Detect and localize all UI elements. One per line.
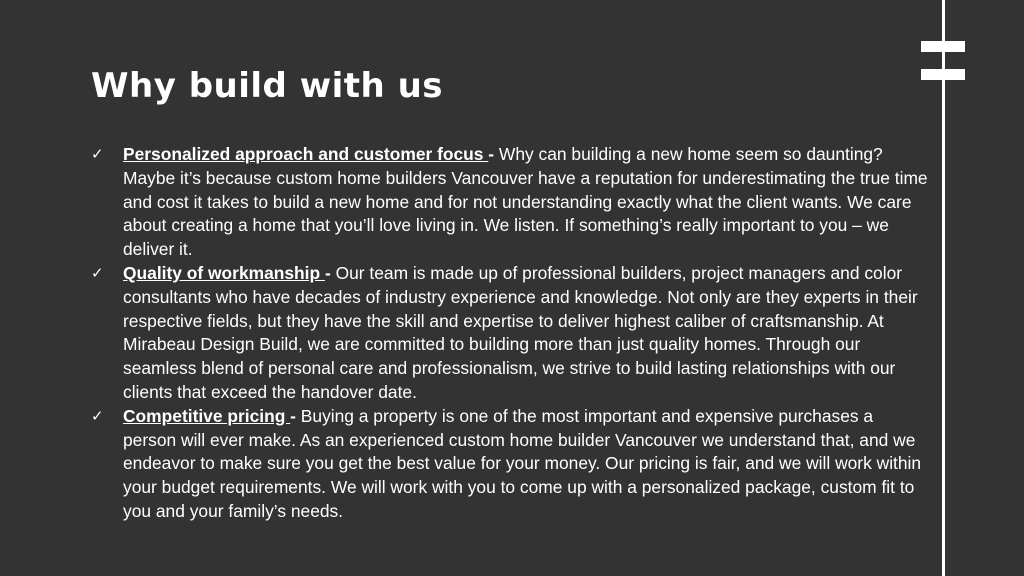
item-text [123, 262, 931, 405]
slide-title: Why build with us [91, 66, 444, 106]
menu-bar-bottom [921, 69, 965, 80]
benefits-list [91, 143, 931, 524]
vertical-divider-line [942, 0, 945, 576]
item-heading: Competitive pricing [123, 405, 291, 426]
item-text [123, 143, 931, 262]
item-body: Buying a property is one of the most important and expensive purchases a person will ever make. As an experienced custom home builder Vancouver we understand that, and we endeavor to make sure you get the best value for your money. Our pricing is fair, and we will work within your budget requirements. We will work with you to come up with a personalized package, custom fit to you and your family’s needs. [123, 405, 922, 521]
menu-bar-top [921, 41, 965, 52]
item-heading: Personalized approach and customer focus [123, 144, 489, 164]
list-item [91, 143, 931, 262]
item-separator: - [290, 405, 301, 426]
item-separator: - [324, 262, 336, 283]
item-heading: Quality of workmanship [123, 262, 325, 283]
checkmark-icon: ✓ [91, 145, 104, 163]
item-body: Our team is made up of professional builders, project managers and color consultants who have decades of industry experience and knowledge. Not only are they experts in their respective fields, but they have the skill and expertise to deliver highest caliber of craftsmanship. At Mirabeau Design Build, we are committed to building more than just quality homes. Through our seamless blend of personal care and professionalism, we strive to build lasting relationships with our clients that exceed the handover date. [123, 262, 918, 402]
item-text [123, 405, 931, 524]
checkmark-icon: ✓ [91, 263, 104, 282]
checkmark-icon: ✓ [91, 406, 104, 425]
item-separator: - [488, 144, 499, 164]
list-item [91, 262, 931, 405]
list-item [91, 405, 931, 524]
item-body: Why can building a new home seem so daunting? Maybe it’s because custom home builders Vancouver have a reputation for underestimating the true time and cost it takes to build a new home and for not understanding exactly what the client wants. We care about creating a home that you’ll love living in. We listen. If something’s really important to you – we deliver it. [123, 144, 928, 260]
